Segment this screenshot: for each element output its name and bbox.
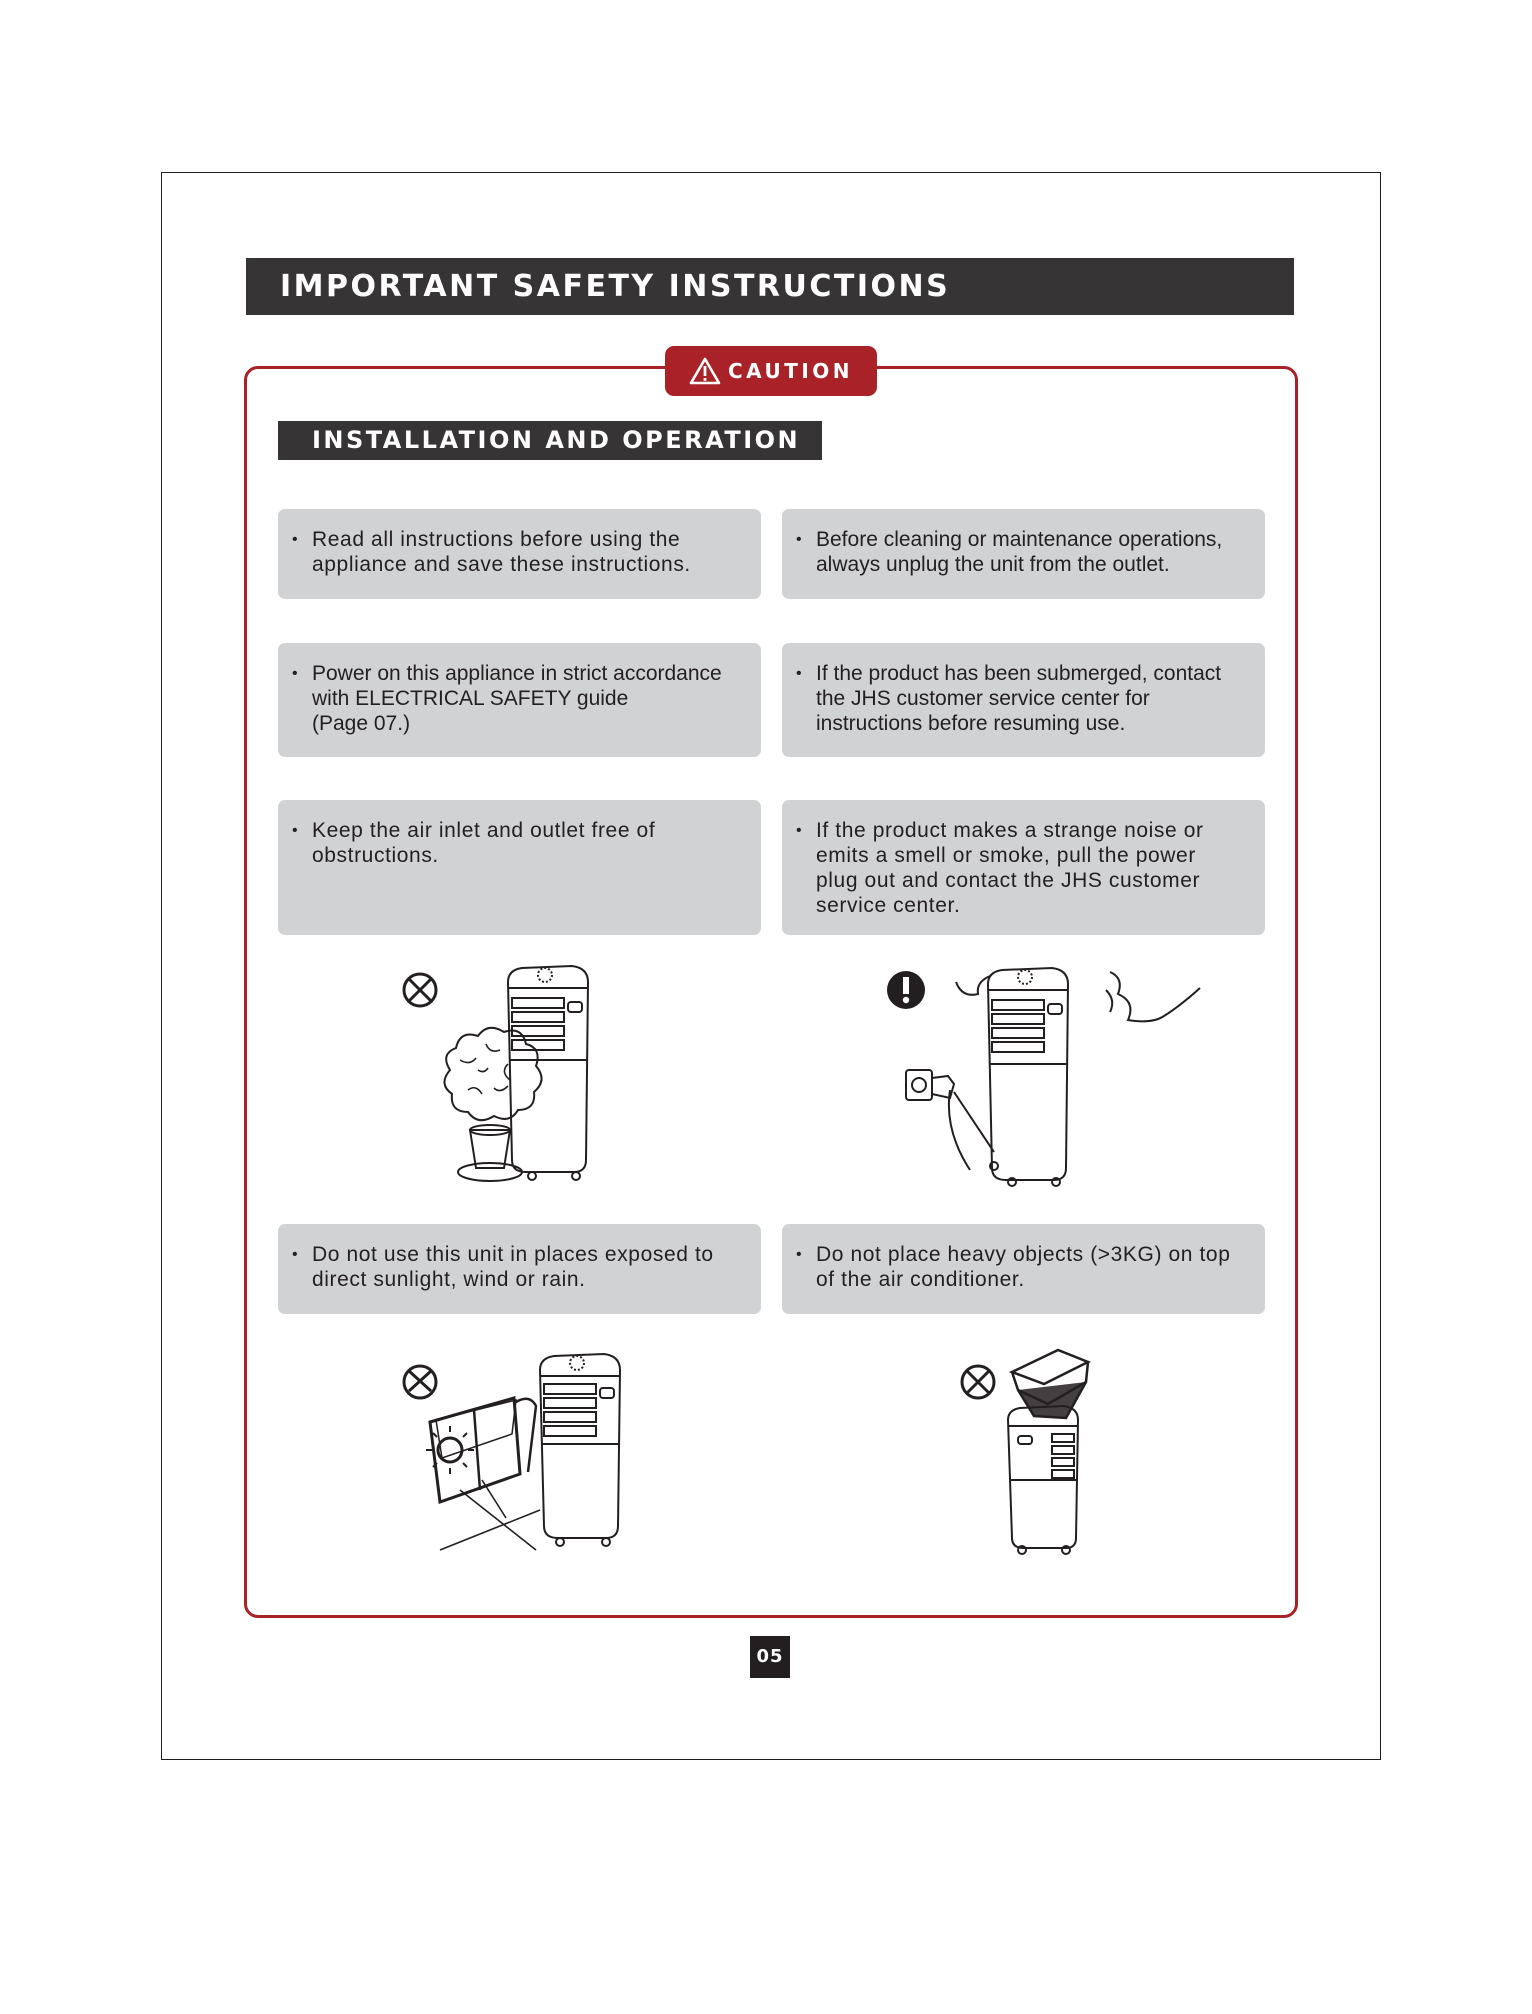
bullet: •: [796, 665, 802, 682]
window-with-sun: [426, 1398, 540, 1550]
exclamation-icon: [887, 971, 925, 1009]
bullet: •: [292, 531, 299, 548]
warning-triangle-icon: [689, 357, 721, 385]
instruction-card-heavy-objects: [782, 1224, 1265, 1314]
air-conditioner-unit: [988, 968, 1068, 1186]
prohibited-icon: [404, 974, 436, 1006]
illustration-heavy-object: [948, 1340, 1128, 1560]
bullet: •: [796, 531, 802, 548]
bullet: •: [796, 1246, 803, 1263]
instruction-card-read-instructions: [278, 509, 761, 599]
caution-badge: [665, 346, 877, 396]
air-conditioner-unit: [540, 1354, 620, 1546]
instruction-text: Keep the air inlet and outlet free of obstructions.: [312, 819, 656, 867]
instruction-card-submerged: [782, 643, 1265, 757]
bullet: •: [292, 822, 299, 839]
bullet: •: [292, 1246, 299, 1263]
bullet: •: [292, 665, 298, 682]
page-title: IMPORTANT SAFETY INSTRUCTIONS: [246, 258, 1294, 315]
instruction-card-strange-noise: [782, 800, 1265, 935]
prohibited-icon: [404, 1366, 436, 1398]
illustration-unplug-smoke: [880, 960, 1220, 1200]
instruction-text: If the product has been submerged, contact the JHS customer service center for instructions before resuming use.: [816, 662, 1222, 735]
instruction-text: Do not place heavy objects (>3KG) on top of the air conditioner.: [816, 1243, 1231, 1291]
air-conditioner-unit: [1008, 1406, 1078, 1554]
section-title: INSTALLATION AND OPERATION: [278, 421, 822, 460]
instruction-text: Read all instructions before using the appliance and save these instructions.: [312, 528, 691, 576]
instruction-text: Before cleaning or maintenance operations, always unplug the unit from the outlet.: [816, 528, 1223, 576]
illustration-sunlight-window: [390, 1350, 670, 1560]
page-number: 05: [750, 1636, 790, 1678]
instruction-card-electrical-safety: [278, 643, 761, 757]
caution-label: CAUTION: [727, 359, 854, 383]
illustration-plant-blocking: [390, 960, 690, 1200]
wall-outlet-and-plug: [906, 1070, 994, 1170]
instruction-card-sunlight: [278, 1224, 761, 1314]
instruction-text: Do not use this unit in places exposed to direct sunlight, wind or rain.: [312, 1243, 714, 1291]
instruction-text: If the product makes a strange noise or emits a smell or smoke, pull the power plug out and contact the JHS customer service center.: [816, 819, 1204, 917]
bullet: •: [796, 822, 803, 839]
instruction-card-air-inlet: [278, 800, 761, 935]
air-conditioner-unit: [508, 966, 588, 1180]
instruction-card-unplug-before-cleaning: [782, 509, 1265, 599]
prohibited-icon: [962, 1366, 994, 1398]
instruction-text: Power on this appliance in strict accordance with ELECTRICAL SAFETY guide (Page 07.): [312, 662, 722, 735]
